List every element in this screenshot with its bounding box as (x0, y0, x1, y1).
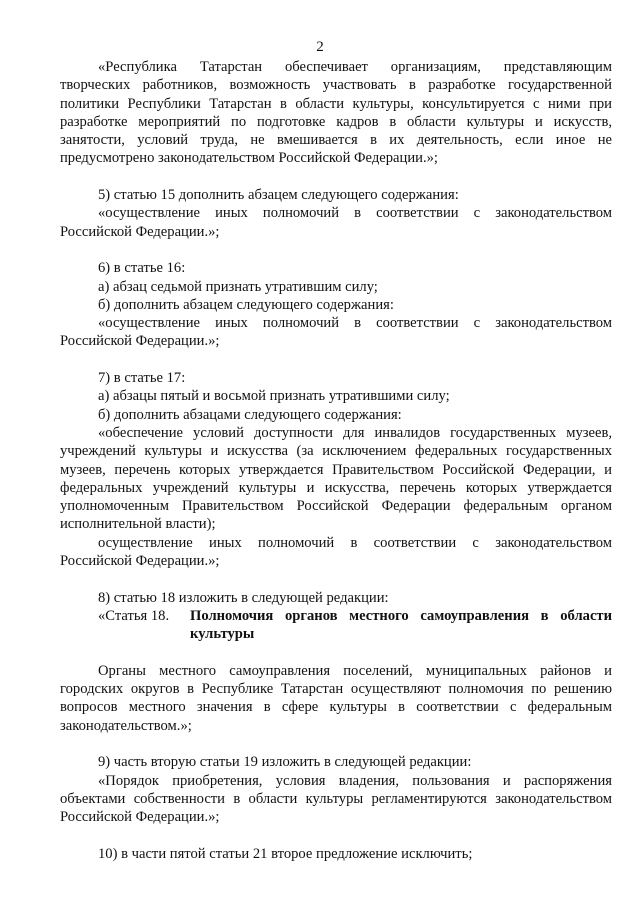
text-line: учреждений культуры и искусства (за исключением федеральных государственных (60, 443, 612, 460)
text-line: Российской Федерации.»; (60, 333, 220, 350)
item-7 (60, 369, 612, 570)
item-heading: 7) в статье 17: (98, 370, 186, 387)
text-line: исполнительной власти); (60, 516, 216, 533)
text-line: федеральных учреждений культуры и искусства, перечень которых утверждается (60, 479, 612, 496)
item-5 (60, 186, 612, 241)
text-line: «осуществление иных полномочий в соответствии с законодательством (98, 315, 612, 332)
text-line: музеев, перечень которых утверждается Правительством Российской Федерации, и (60, 461, 612, 478)
text-line: «осуществление иных полномочий в соответствии с законодательством (98, 205, 612, 222)
item-heading: 5) статью 15 дополнить абзацем следующего содержания: (98, 187, 459, 204)
text-line: разработке мероприятий по подготовке кадров в области культуры и искусств, (60, 113, 612, 130)
subitem-b: б) дополнить абзацами следующего содержания: (98, 406, 402, 423)
item-10 (60, 845, 612, 863)
page-number: 2 (316, 39, 324, 55)
text-line: предусмотрено законодательством Российской Федерации.»; (60, 150, 438, 167)
text-line: городских округов в Республике Татарстан осуществляют полномочия по решению (60, 681, 612, 698)
article-label: «Статья 18. (98, 607, 170, 624)
text-line: творческих работников, возможность участвовать в разработке государственной (60, 77, 612, 94)
article-title-line: культуры (190, 626, 255, 643)
paragraph-intro (60, 58, 612, 168)
text-line: политики Республики Татарстан в области культуры, консультируется с ними при (60, 95, 612, 112)
item-heading: 6) в статье 16: (98, 260, 186, 277)
article-heading (60, 607, 612, 644)
item-8 (60, 589, 612, 735)
item-heading: 9) часть вторую статьи 19 изложить в следующей редакции: (98, 754, 472, 771)
article-title-line: Полномочия органов местного самоуправления в области (190, 607, 612, 624)
subitem-a: а) абзац седьмой признать утратившим силу; (98, 278, 378, 295)
text-line: Российской Федерации.»; (60, 553, 220, 570)
document-body (60, 58, 612, 863)
text-line: «Республика Татарстан обеспечивает организациям, представляющим (98, 59, 612, 75)
article-title (190, 607, 612, 644)
item-9 (60, 753, 612, 826)
text-line: объектами собственности в области культуры регламентируются законодательством (60, 790, 612, 807)
text-line: Органы местного самоуправления поселений, муниципальных районов и (98, 662, 612, 679)
item-6 (60, 259, 612, 350)
text-line: занятости, условий труда, не вмешивается в их деятельность, если иное не (60, 132, 612, 149)
text-line: законодательством.»; (60, 717, 192, 734)
text-line: Российской Федерации.»; (60, 809, 220, 826)
text-line: «обеспечение условий доступности для инвалидов государственных музеев, (98, 424, 612, 441)
subitem-b: б) дополнить абзацем следующего содержания: (98, 296, 394, 313)
text-line: осуществление иных полномочий в соответствии с законодательством (98, 534, 612, 551)
text-line: уполномоченным Правительством Российской Федерации федеральным органом (60, 498, 612, 515)
text-line: вопросов местного значения в сфере культуры в соответствии с федеральным (60, 699, 612, 716)
text-line: Российской Федерации.»; (60, 223, 220, 240)
item-heading: 10) в части пятой статьи 21 второе предложение исключить; (98, 845, 473, 862)
item-heading: 8) статью 18 изложить в следующей редакции: (98, 589, 389, 606)
subitem-a: а) абзацы пятый и восьмой признать утратившими силу; (98, 388, 450, 405)
text-line: «Порядок приобретения, условия владения, пользования и распоряжения (98, 772, 612, 789)
